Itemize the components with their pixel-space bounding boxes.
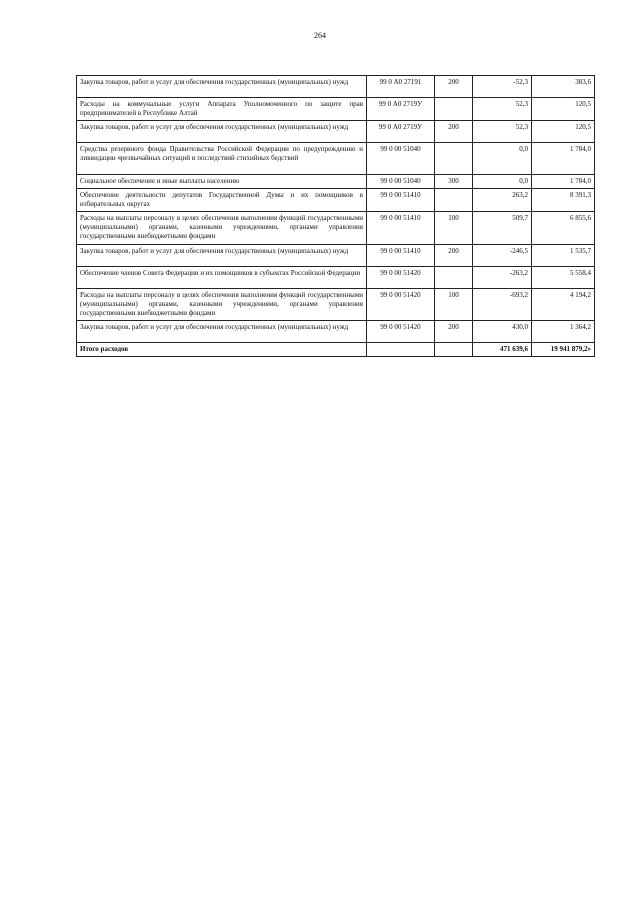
table-row	[77, 321, 595, 343]
table-row	[77, 267, 595, 289]
row-total-amount: 5 558,4	[532, 267, 595, 289]
row-target-code: 99 0 00 51420	[367, 267, 435, 289]
total-change-amount: 471 639,6	[473, 343, 532, 357]
table-row	[77, 289, 595, 321]
table-row	[77, 212, 595, 245]
row-description: Обеспечение членов Совета Федерации и их помощников в субъектах Российской Федерации	[77, 267, 367, 289]
row-expense-type: 300	[435, 175, 473, 189]
row-total-amount: 1 784,0	[532, 175, 595, 189]
row-target-code: 99 0 00 51410	[367, 189, 435, 212]
row-expense-type: 200	[435, 121, 473, 143]
row-expense-type: 200	[435, 76, 473, 98]
row-target-code: 99 0 00 51410	[367, 245, 435, 267]
table-row	[77, 143, 595, 175]
total-target-code	[367, 343, 435, 357]
row-target-code: 99 0 00 51420	[367, 321, 435, 343]
row-change-amount: 52,3	[473, 98, 532, 121]
row-change-amount: 430,0	[473, 321, 532, 343]
row-change-amount: 509,7	[473, 212, 532, 245]
total-description: Итого расходов	[77, 343, 367, 357]
row-total-amount: 1 535,7	[532, 245, 595, 267]
total-total-amount: 19 941 879,2»	[532, 343, 595, 357]
table-row	[77, 76, 595, 98]
expenditure-table	[76, 75, 595, 357]
table-row	[77, 121, 595, 143]
row-total-amount: 8 391,3	[532, 189, 595, 212]
row-change-amount: 0,0	[473, 143, 532, 175]
row-expense-type	[435, 143, 473, 175]
row-change-amount: 263,2	[473, 189, 532, 212]
table-row	[77, 245, 595, 267]
row-change-amount: -52,3	[473, 76, 532, 98]
table-body	[77, 76, 595, 357]
row-total-amount: 120,5	[532, 121, 595, 143]
total-expense-type	[435, 343, 473, 357]
row-total-amount: 383,6	[532, 76, 595, 98]
row-expense-type	[435, 98, 473, 121]
row-total-amount: 4 194,2	[532, 289, 595, 321]
row-expense-type: 200	[435, 321, 473, 343]
row-target-code: 99 0 00 51040	[367, 143, 435, 175]
row-change-amount: 0,0	[473, 175, 532, 189]
table-row	[77, 98, 595, 121]
row-total-amount: 1 784,0	[532, 143, 595, 175]
row-target-code: 99 0 А0 2719У	[367, 121, 435, 143]
row-target-code: 99 0 А0 27191	[367, 76, 435, 98]
row-description: Расходы на коммунальные услуги Аппарата Уполномоченного по защите прав предпринимателей в Республике Алтай	[77, 98, 367, 121]
row-change-amount: -263,2	[473, 267, 532, 289]
row-target-code: 99 0 00 51410	[367, 212, 435, 245]
row-description: Социальное обеспечение и иные выплаты населению	[77, 175, 367, 189]
row-change-amount: -246,5	[473, 245, 532, 267]
row-target-code: 99 0 А0 2719У	[367, 98, 435, 121]
row-description: Расходы на выплаты персоналу в целях обеспечения выполнения функций государственными (муниципальными) органами, казенными учреждениями, органами управления государственными внебюджетными фондами	[77, 289, 367, 321]
row-total-amount: 120,5	[532, 98, 595, 121]
row-expense-type	[435, 189, 473, 212]
row-change-amount: -693,2	[473, 289, 532, 321]
row-total-amount: 1 364,2	[532, 321, 595, 343]
row-description: Закупка товаров, работ и услуг для обеспечения государственных (муниципальных) нужд	[77, 76, 367, 98]
row-description: Средства резервного фонда Правительства Российской Федерации по предупреждению и ликвидации чрезвычайных ситуаций и последствий стихийных бедствий	[77, 143, 367, 175]
table-row	[77, 175, 595, 189]
row-description: Закупка товаров, работ и услуг для обеспечения государственных (муниципальных) нужд	[77, 121, 367, 143]
page-number: 264	[314, 31, 326, 40]
row-description: Обеспечение деятельности депутатов Государственной Думы и их помощников в избирательных округах	[77, 189, 367, 212]
row-description: Закупка товаров, работ и услуг для обеспечения государственных (муниципальных) нужд	[77, 321, 367, 343]
row-expense-type: 100	[435, 212, 473, 245]
row-expense-type	[435, 267, 473, 289]
row-change-amount: 52,3	[473, 121, 532, 143]
row-total-amount: 6 855,6	[532, 212, 595, 245]
row-expense-type: 200	[435, 245, 473, 267]
table-row	[77, 189, 595, 212]
row-description: Расходы на выплаты персоналу в целях обеспечения выполнения функций государственными (муниципальными) органами, казенными учреждениями, органами управления государственными внебюджетными фондами	[77, 212, 367, 245]
row-target-code: 99 0 00 51040	[367, 175, 435, 189]
row-expense-type: 100	[435, 289, 473, 321]
total-row	[77, 343, 595, 357]
row-target-code: 99 0 00 51420	[367, 289, 435, 321]
row-description: Закупка товаров, работ и услуг для обеспечения государственных (муниципальных) нужд	[77, 245, 367, 267]
